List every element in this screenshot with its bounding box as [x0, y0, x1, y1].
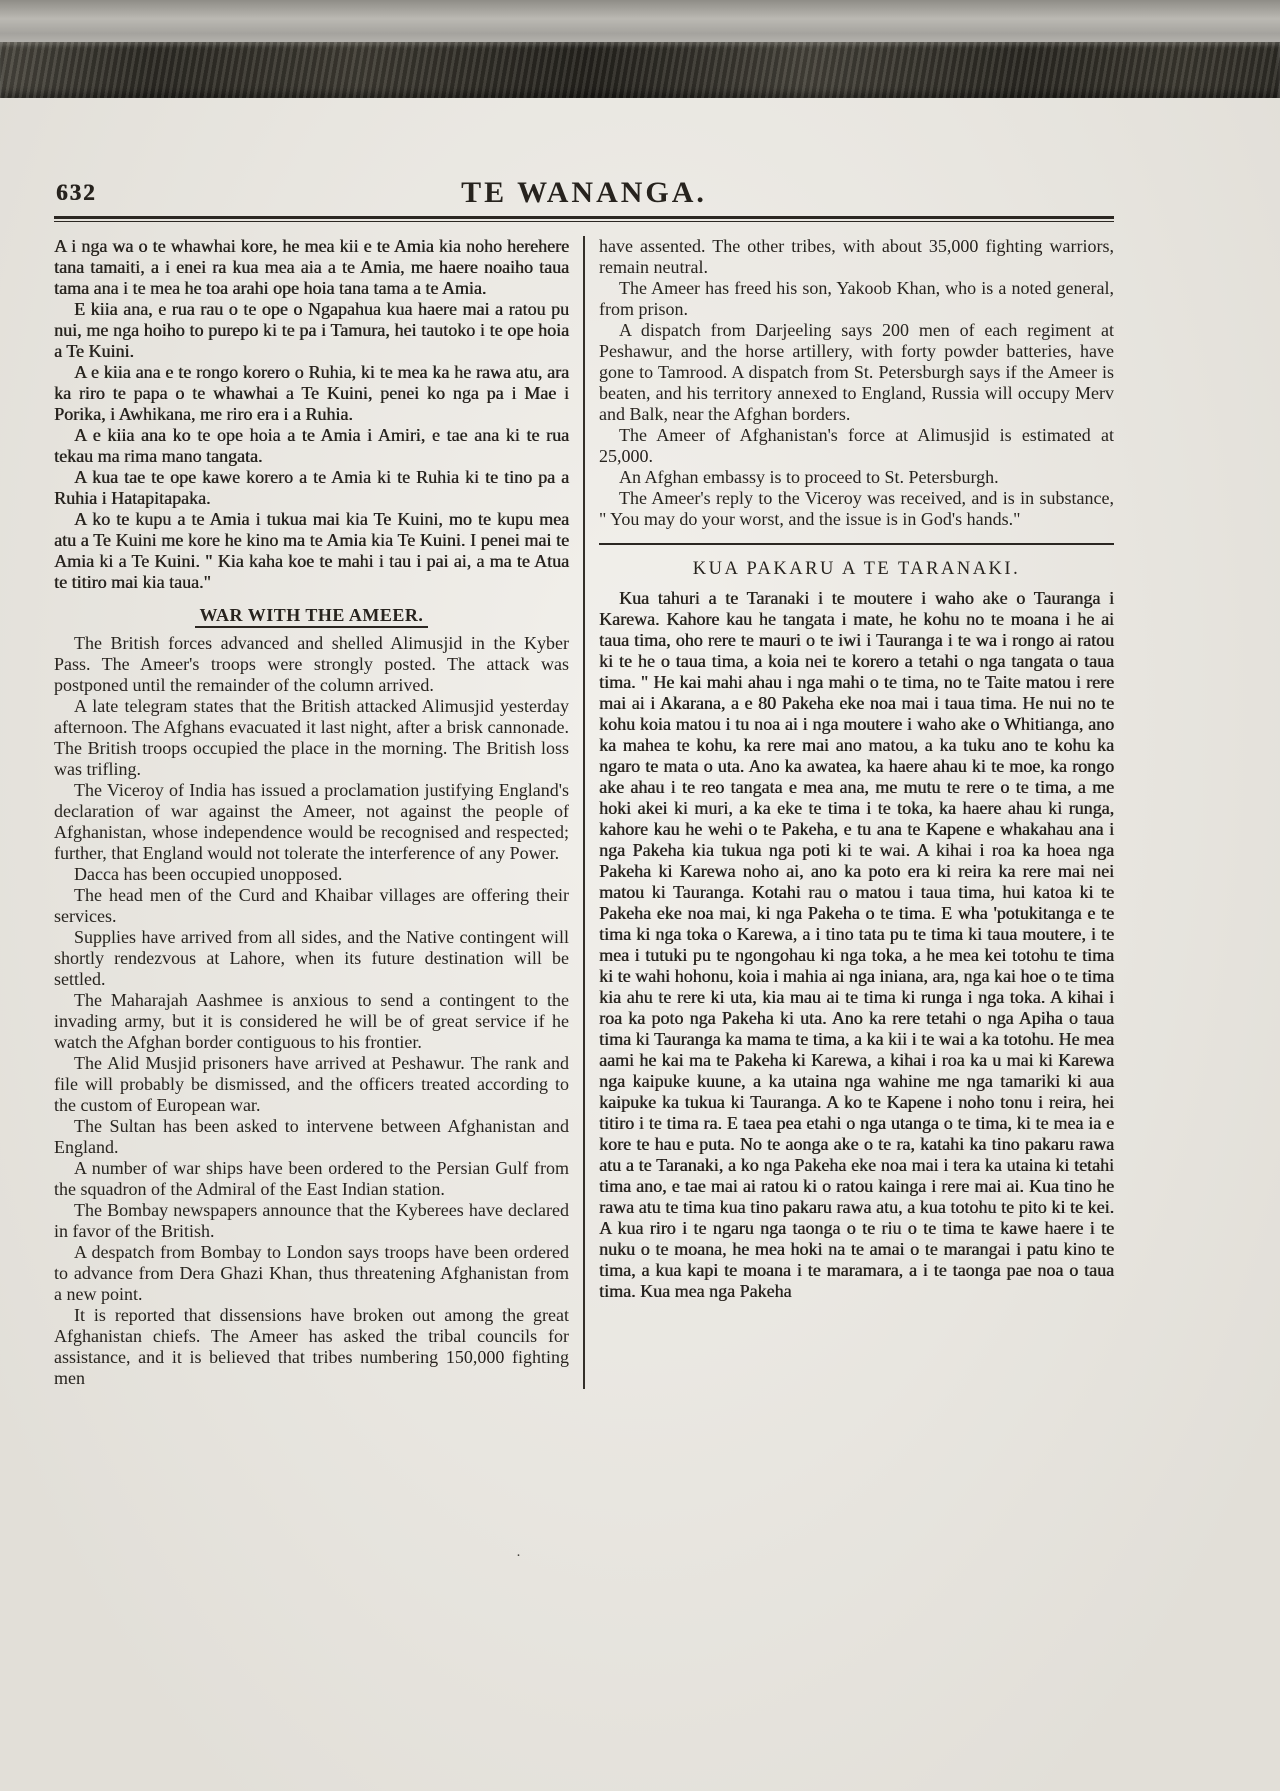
paragraph: A late telegram states that the British attacked Alimusjid yesterday afternoon. The Afghans evacuated it last night, after a brisk cannonade. The British troops occupied the place in the morning. The British loss was trifling.	[54, 696, 569, 779]
article-columns	[54, 236, 1114, 1389]
paragraph: The Sultan has been asked to intervene between Afghanistan and England.	[54, 1116, 569, 1157]
paragraph: The Ameer has freed his son, Yakoob Khan, who is a noted general, from prison.	[599, 278, 1114, 319]
paragraph: A e kiia ana ko te ope hoia a te Amia i Amiri, e tae ana ki te rua tekau ma rima mano tangata.	[54, 425, 569, 466]
masthead	[54, 176, 1114, 222]
paragraph: A dispatch from Darjeeling says 200 men of each regiment at Peshawur, and the horse artillery, with forty powder batteries, have gone to Tamrood. A dispatch from St. Petersburgh says if the Ameer is beaten, and his territory annexed to England, Russia will occupy Merv and Balk, near the Afghan borders.	[599, 320, 1114, 424]
right-column	[585, 236, 1114, 1389]
masthead-title: TE WANANGA.	[461, 176, 707, 209]
paragraph: The Alid Musjid prisoners have arrived at Peshawur. The rank and file will probably be dismissed, and the officers treated according to the custom of European war.	[54, 1053, 569, 1115]
paragraph: Kua tahuri a te Taranaki i te moutere i waho ake o Tauranga i Karewa. Kahore kau he tangata i mate, he kohu no te moana i he ai taua tima, oho rere te mauri o te iwi i Tauranga i te wa i rongo ai ratou ki te he o taua tima, a koia nei te korero a tetahi o nga tangata o taua tima. " He kai mahi ahau i nga mahi o te tima, no te Taite matou i rere mai ai i Akarana, a e 80 Pakeha eke noa mai i taua tima. He nui no te kohu koia matou i tu noa ai i nga moutere i waho ake o Whitianga, ano ka mahea te kohu, ka rere mai ano matou, a ka tuku ano te kohu ka ngaro te mata o uta. Ano ka awatea, ka haere ahau ki te moe, ka rongo ake ahau i te reo tangata e mea ana, me mutu te rere o te tima, a me hoki akei ki muri, a ka eke te tima i te toka, ka haere ahau ki runga, kahore kau he wehi o te Pakeha, e tu ana te Kapene e whakahau ana i nga Pakeha kia tukua nga poti ki te wai. A kihai i roa ka hoea nga Pakeha ki Karewa noho ai, ano ka poto era ki reira ka rere mai nei matou ki Tauranga. Kotahi rau o matou i taua tima, hui katoa ki te Pakeha eke noa mai, ki nga Pakeha o te tima. E wha 'potukitanga e te tima ki nga toka o Karewa, a i tino tata pu te tima ki taua moutere, i te mea i tutuki pu te ngongohau ki nga toka, a he mea kei totohu te tima ki te wahi hohonu, koia i mahia ai nga iniana, ara, nga kai hoe o te tima kia ahu te rere ki uta, kia mau ai te tima ki runga i nga toka. A kihai i roa ka poto nga Pakeha ki uta. Ano ka rere tetahi o nga Apiha o taua tima ki Tauranga ka mama te tima, a ka kii i te wai a ka totohu. He mea aami he kai ma te Pakeha ki Karewa, a kihai i roa ka u mai ki Karewa nga kaipuke kuune, a ka utaina nga wahine me nga tamariki ki aua kaipuke ka tukua ki Tauranga. A ko te Kapene i noho tonu i reira, hei titiro i te tima ra. E taea pea etahi o nga utanga o te tima, ki te mea ia e kore te hau e puta. No te aonga ake o te ra, katahi ka tino pakaru rawa atu a te Taranaki, a ko nga Pakeha eke noa mai i tera ka utaina ki tetahi tima ano, e tae mai ai ratou ki o ratou kainga i rere mai ai. Kua tino he rawa atu te tima kua tino pakaru rawa atu, a kua totohu te pito ki te kei. A kua riro i te ngaru nga taonga o te riu o te tima te kawe haere i te nuku o te moana, he mea hoki na te amai o te marangai i patu kino te tima, a kua kapi te moana i te maramara, a i te taonga pae noa o taua tima. Kua mea nga Pakeha	[599, 588, 1114, 1301]
paragraph: The Ameer of Afghanistan's force at Alimusjid is estimated at 25,000.	[599, 425, 1114, 466]
paragraph: Dacca has been occupied unopposed.	[74, 864, 343, 884]
scan-speck: ·	[516, 1548, 521, 1564]
masthead-rule	[54, 216, 1114, 222]
paragraph: It is reported that dissensions have broken out among the great Afghanistan chiefs. The Ameer has asked the tribal councils for assistance, and it is believed that tribes numbering 150,000 fighting men	[54, 1305, 569, 1388]
heading-text: WAR WITH THE AMEER.	[195, 605, 429, 628]
paragraph: The British forces advanced and shelled Alimusjid in the Kyber Pass. The Ameer's troops were strongly posted. The attack was postponed until the remainder of the column arrived.	[54, 633, 569, 695]
paragraph: A despatch from Bombay to London says troops have been ordered to advance from Dera Ghazi Khan, thus threatening Afghanistan from a new point.	[54, 1242, 569, 1304]
paragraph: A e kiia ana e te rongo korero o Ruhia, ki te mea ka he rawa atu, ara ka riro te papa o te whawhai a Te Kuini, penei ko nga pa i Mae i Porika, i Awhikana, me riro era i a Ruhia.	[54, 362, 569, 424]
paragraph: An Afghan embassy is to proceed to St. Petersburgh.	[619, 467, 999, 487]
left-column	[54, 236, 583, 1389]
page-number: 632	[56, 180, 97, 205]
paragraph: The Viceroy of India has issued a proclamation justifying England's declaration of war against the Ameer, not against the people of Afghanistan, whose independence would be recognised and respected; further, that England would not tolerate the interference of any Power.	[54, 780, 569, 863]
article-heading-war-with-the-ameer	[54, 605, 569, 626]
paragraph: The Bombay newspapers announce that the Kyberees have declared in favor of the British.	[54, 1200, 569, 1241]
paragraph: A kua tae te ope kawe korero a te Amia ki te Ruhia ki te tino pa a Ruhia i Hatapitapaka.	[54, 467, 569, 508]
paragraph: A ko te kupu a te Amia i tukua mai kia Te Kuini, mo te kupu mea atu a Te Kuini me kore he kino ma te Amia kia Te Kuini. I penei mai te Amia ki a Te Kuini. " Kia kaha koe te mahi i tau i pai ai, a ma te Atua te titiro mai kia taua."	[54, 509, 569, 592]
paragraph: A number of war ships have been ordered to the Persian Gulf from the squadron of the Admiral of the East Indian station.	[54, 1158, 569, 1199]
scan-dark-band	[0, 42, 1280, 98]
article-heading-kua-pakaru-a-te-taranaki: KUA PAKARU A TE TARANAKI.	[692, 559, 1021, 579]
paragraph: The Maharajah Aashmee is anxious to send a contingent to the invading army, but it is considered he will be of great service if he watch the Afghan border contiguous to his frontier.	[54, 990, 569, 1052]
paragraph: have assented. The other tribes, with about 35,000 fighting warriors, remain neutral.	[599, 236, 1114, 277]
paragraph: E kiia ana, e rua rau o te ope o Ngapahua kua haere mai a ratou pu nui, me nga hoiho to purepo ki te pa i Tamura, hei tautoko i te ope hoia a Te Kuini.	[54, 299, 569, 361]
paragraph: A i nga wa o te whawhai kore, he mea kii e te Amia kia noho herehere tana tamaiti, a i enei ra kua mea aia a te Amia, me haere noaiho taua tama ana i te mea he toa arahi ope hoia tana tama a te Amia.	[54, 236, 569, 298]
section-divider-rule	[599, 543, 1114, 545]
paragraph: Supplies have arrived from all sides, and the Native contingent will shortly rendezvous at Lahore, when its future destination will be settled.	[54, 927, 569, 989]
scan-margin-texture	[0, 0, 1280, 42]
paragraph: The head men of the Curd and Khaibar villages are offering their services.	[54, 885, 569, 926]
paragraph: The Ameer's reply to the Viceroy was received, and is in substance, " You may do your worst, and the issue is in God's hands."	[599, 488, 1114, 529]
